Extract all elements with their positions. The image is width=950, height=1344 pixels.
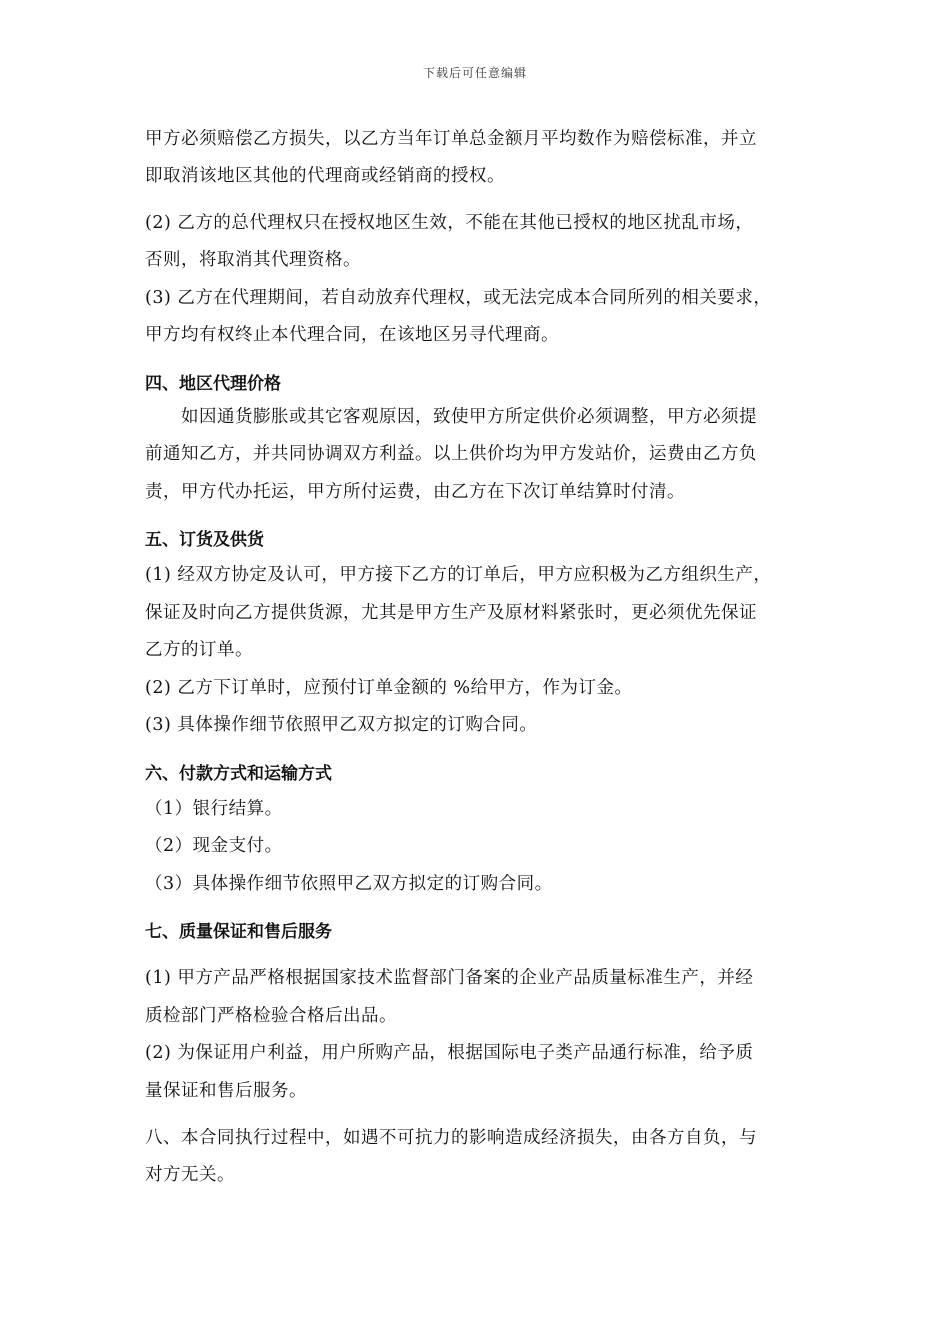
- paragraph-line: 即取消该地区其他的代理商或经销商的授权。: [145, 166, 505, 186]
- clause-3-line: (3) 乙方在代理期间，若自动放弃代理权，或无法完成本合同所列的相关要求，: [145, 288, 772, 308]
- paragraph-line: 甲方必须赔偿乙方损失，以乙方当年订单总金额月平均数作为赔偿标准，并立: [145, 129, 757, 149]
- section-heading-7: 七、质量保证和售后服务: [145, 922, 332, 942]
- list-item: （3）具体操作细节依照甲乙双方拟定的订购合同。: [145, 874, 553, 894]
- clause-3-line: (3) 具体操作细节依照甲乙双方拟定的订购合同。: [145, 715, 538, 735]
- clause-1-line: (1) 经双方协定及认可，甲方接下乙方的订单后，甲方应积极为乙方组织生产，: [145, 565, 772, 585]
- clause-2-line: (2) 乙方下订单时，应预付订单金额的 %给甲方，作为订金。: [145, 678, 633, 698]
- paragraph-line: 乙方的订单。: [145, 640, 253, 660]
- paragraph-line: 责，甲方代办托运，甲方所付运费，由乙方在下次订单结算时付清。: [145, 482, 685, 502]
- clause-2-line: (2) 为保证用户利益，用户所购产品，根据国际电子类产品通行标准，给予质: [145, 1043, 754, 1063]
- paragraph-line: 质检部门严格检验合格后出品。: [145, 1006, 397, 1026]
- paragraph-line: 否则，将取消其代理资格。: [145, 250, 361, 270]
- paragraph-line: 甲方均有权终止本代理合同，在该地区另寻代理商。: [145, 325, 559, 345]
- section-8-line: 八、本合同执行过程中，如遇不可抗力的影响造成经济损失，由各方自负，与: [145, 1128, 757, 1148]
- page-header-note: 下载后可任意编辑: [422, 66, 527, 80]
- paragraph-line: 如因通货膨胀或其它客观原因，致使甲方所定供价必须调整，甲方必须提: [145, 407, 757, 427]
- list-item: （1）银行结算。: [145, 799, 283, 819]
- paragraph-line: 保证及时向乙方提供货源，尤其是甲方生产及原材料紧张时，更必须优先保证: [145, 603, 757, 623]
- paragraph-line: 量保证和售后服务。: [145, 1081, 307, 1101]
- clause-1-line: (1) 甲方产品严格根据国家技术监督部门备案的企业产品质量标准生产，并经: [145, 968, 754, 988]
- paragraph-line: 对方无关。: [145, 1165, 235, 1185]
- section-heading-6: 六、付款方式和运输方式: [145, 764, 332, 784]
- section-heading-5: 五、订货及供货: [145, 530, 264, 550]
- clause-2-line: (2) 乙方的总代理权只在授权地区生效，不能在其他已授权的地区扰乱市场，: [145, 213, 754, 233]
- section-heading-4: 四、地区代理价格: [145, 374, 281, 394]
- paragraph-line: 前通知乙方，并共同协调双方利益。以上供价均为甲方发站价，运费由乙方负: [145, 444, 757, 464]
- list-item: （2）现金支付。: [145, 836, 283, 856]
